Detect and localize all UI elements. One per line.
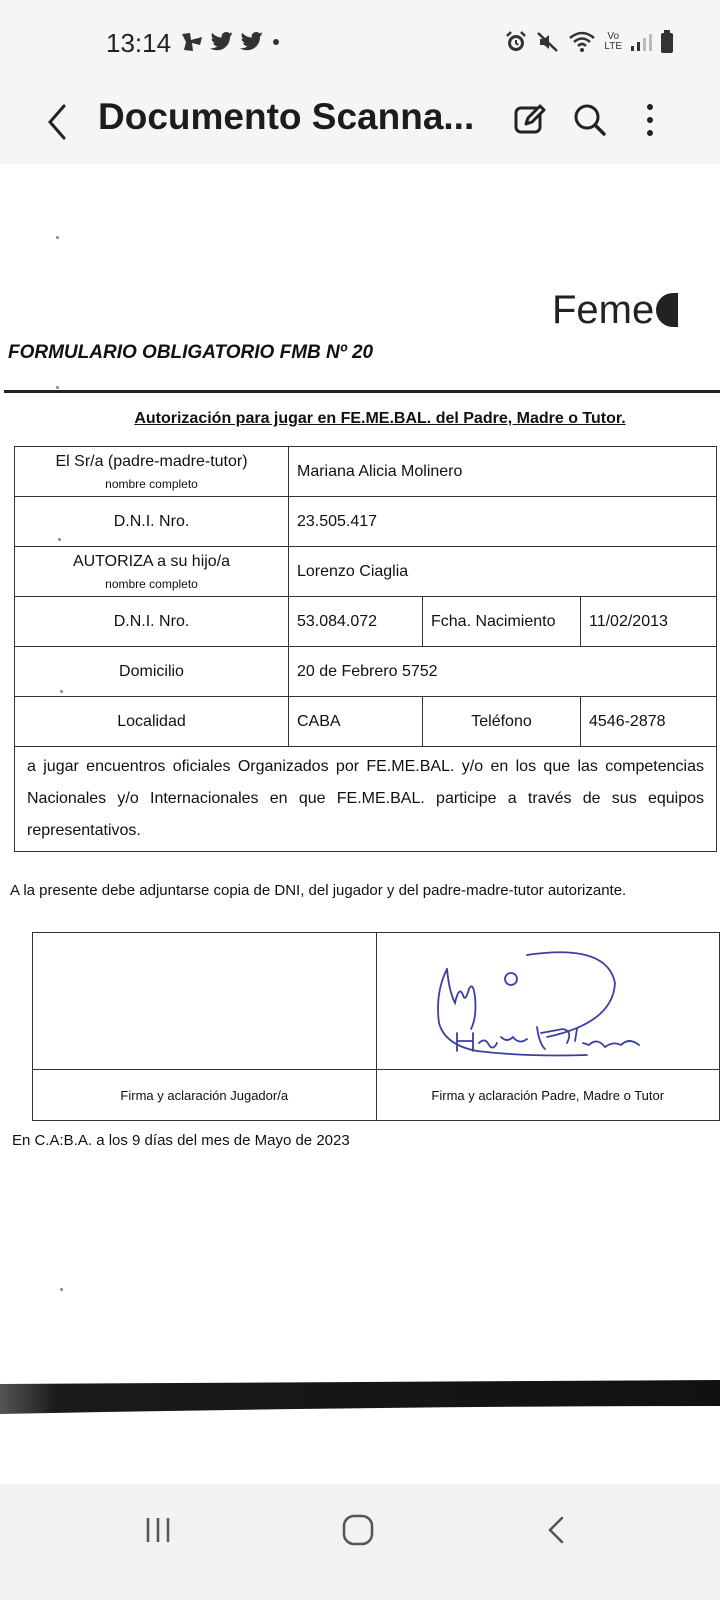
nav-back-icon[interactable] — [540, 1512, 576, 1548]
authorization-table — [14, 446, 717, 852]
parent-signature-box — [376, 933, 720, 1070]
authorization-title: Autorización para jugar en FE.ME.BAL. del Padre, Madre o Tutor. — [134, 410, 626, 427]
volte-label-bottom: LTE — [604, 41, 622, 52]
attachment-note: A la presente debe adjuntarse copia de DNI, del jugador y del padre-madre-tutor autorizante. — [10, 882, 627, 899]
parent-label: El Sr/a (padre-madre-tutor) — [55, 452, 248, 470]
alarm-icon — [504, 30, 528, 54]
table-row — [15, 747, 717, 852]
child-name: Lorenzo Ciaglia — [289, 547, 717, 597]
city-label: Localidad — [15, 697, 289, 747]
navigation-bar — [0, 1484, 720, 1600]
logo-badge — [656, 293, 678, 327]
femebal-logo — [552, 288, 678, 333]
parent-sub-label: nombre completo — [105, 476, 198, 491]
scan-speck — [56, 236, 59, 239]
recent-apps-icon[interactable] — [140, 1512, 176, 1548]
signature-label-row — [33, 1070, 720, 1121]
dot-icon — [270, 36, 282, 48]
child-label-cell — [15, 547, 289, 597]
app-bar — [0, 82, 720, 165]
address-label: Domicilio — [15, 647, 289, 697]
system-icons — [504, 30, 674, 54]
logo-text: Feme — [552, 288, 655, 332]
scan-edge-strip — [0, 1372, 720, 1426]
birth-date: 11/02/2013 — [581, 597, 717, 647]
parent-dni-label: D.N.I. Nro. — [15, 497, 289, 547]
status-time: 13:14 — [106, 28, 172, 58]
parent-label-cell — [15, 447, 289, 497]
table-row — [15, 547, 717, 597]
search-icon[interactable] — [566, 96, 614, 144]
child-dni-label: D.N.I. Nro. — [15, 597, 289, 647]
address: 20 de Febrero 5752 — [289, 647, 717, 697]
scan-edge-shadow — [0, 1372, 720, 1426]
table-row — [15, 497, 717, 547]
player-signature-label: Firma y aclaración Jugador/a — [33, 1070, 377, 1121]
phone-label: Teléfono — [423, 697, 581, 747]
city: CABA — [289, 697, 423, 747]
divider — [4, 390, 720, 393]
parent-signature — [377, 933, 720, 1067]
authorization-paragraph: a jugar encuentros oficiales Organizados por FE.ME.BAL. y/o en los que las competencias Nacionales y/o Internacionales en que FE.ME.BAL. participe a través de sus equipos representativos. — [15, 747, 717, 852]
parent-dni: 23.505.417 — [289, 497, 717, 547]
back-icon[interactable] — [38, 98, 78, 146]
parent-signature-label: Firma y aclaración Padre, Madre o Tutor — [376, 1070, 720, 1121]
form-title: FORMULARIO OBLIGATORIO FMB Nº 20 — [8, 342, 374, 363]
date-line: En C.A:B.A. a los 9 días del mes de Mayo de 2023 — [12, 1132, 350, 1149]
table-row — [15, 447, 717, 497]
birth-label: Fcha. Nacimiento — [423, 597, 581, 647]
scan-speck — [56, 386, 59, 389]
winamp-icon — [180, 31, 204, 53]
table-row — [15, 697, 717, 747]
child-label: AUTORIZA a su hijo/a — [72, 552, 231, 570]
phone: 4546-2878 — [581, 697, 717, 747]
signal-icon — [630, 32, 652, 52]
notification-icons — [180, 31, 282, 53]
signature-table — [32, 932, 720, 1121]
player-signature-box — [33, 933, 377, 1070]
more-options-icon[interactable] — [626, 96, 674, 144]
parent-name: Mariana Alicia Molinero — [289, 447, 717, 497]
child-sub-label: nombre completo — [105, 576, 198, 591]
scan-speck — [60, 1288, 63, 1291]
battery-icon — [660, 30, 674, 54]
edit-icon[interactable] — [506, 96, 554, 144]
twitter-icon — [210, 32, 234, 52]
home-icon[interactable] — [338, 1510, 378, 1550]
signature-row — [33, 933, 720, 1070]
table-row — [15, 647, 717, 697]
volte-label-top: Vo — [607, 31, 620, 42]
child-dni: 53.084.072 — [289, 597, 423, 647]
status-bar — [0, 0, 720, 82]
mute-icon — [536, 30, 560, 54]
table-row — [15, 597, 717, 647]
page-title: Documento Scanna... — [98, 96, 475, 137]
twitter-icon — [240, 32, 264, 52]
volte-icon — [604, 32, 622, 52]
scanned-document — [0, 164, 720, 1372]
wifi-icon — [568, 30, 596, 54]
